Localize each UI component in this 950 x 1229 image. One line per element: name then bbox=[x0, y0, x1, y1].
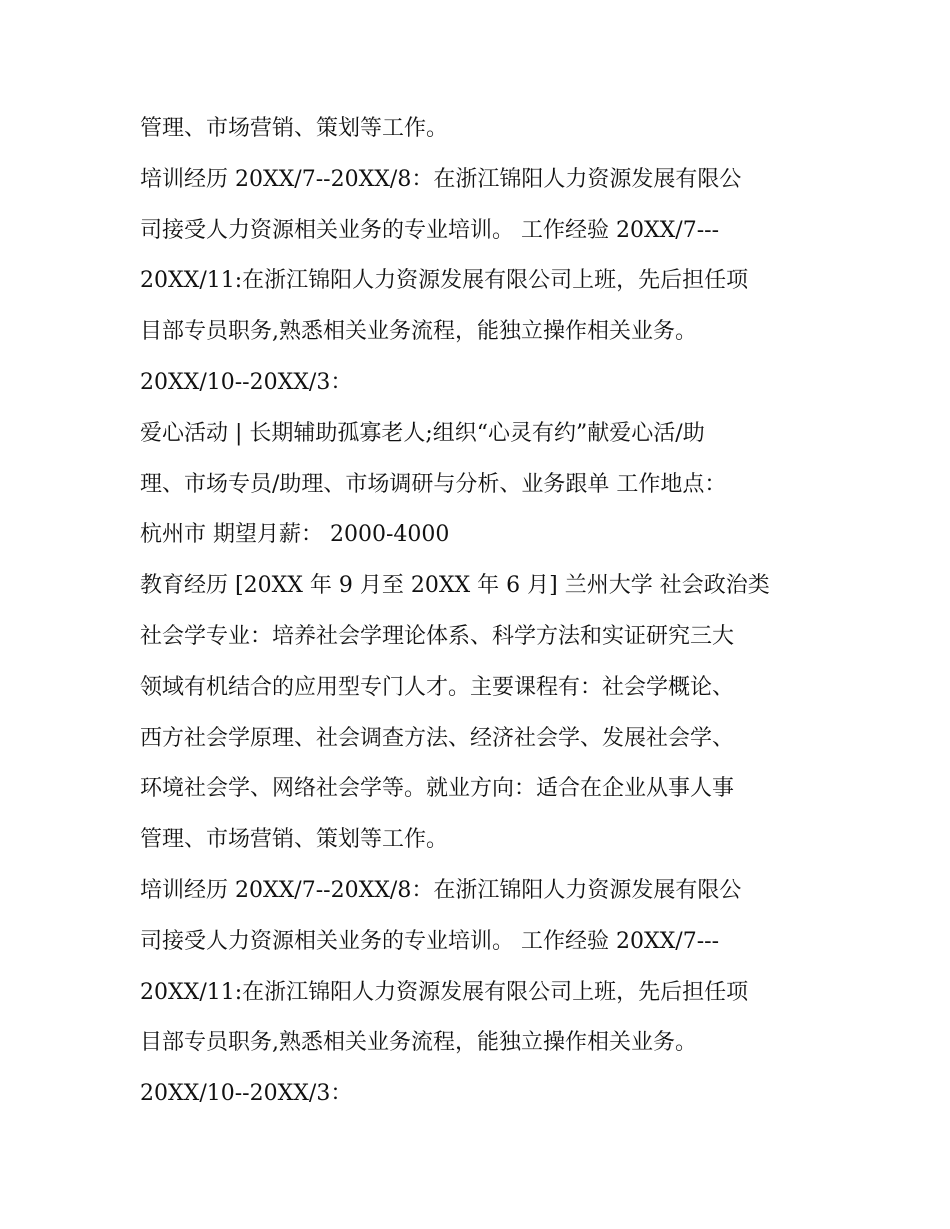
text-line: 司接受人力资源相关业务的专业培训。 工作经验 20XX/7--- bbox=[140, 217, 720, 243]
document-text-block bbox=[140, 104, 830, 1120]
text-line: 20XX/11:在浙江锦阳人力资源发展有限公司上班，先后担任项 bbox=[140, 268, 749, 294]
text-line: 20XX/10--20XX/3： bbox=[140, 369, 353, 395]
text-line: 社会学专业：培养社会学理论体系、科学方法和实证研究三大 bbox=[140, 623, 735, 649]
text-line: 爱心活动 | 长期辅助孤寡老人;组织“心灵有约”献爱心活/助 bbox=[140, 420, 705, 446]
text-line: 目部专员职务,熟悉相关业务流程，能独立操作相关业务。 bbox=[140, 1030, 697, 1056]
text-line: 杭州市 期望月薪： 2000-4000 bbox=[140, 522, 450, 548]
text-line: 教育经历 [20XX 年 9 月至 20XX 年 6 月] 兰州大学 社会政治类 bbox=[140, 573, 770, 599]
text-line: 管理、市场营销、策划等工作。 bbox=[140, 827, 449, 853]
text-line: 司接受人力资源相关业务的专业培训。 工作经验 20XX/7--- bbox=[140, 928, 720, 954]
text-line: 管理、市场营销、策划等工作。 bbox=[140, 116, 449, 141]
text-line: 目部专员职务,熟悉相关业务流程，能独立操作相关业务。 bbox=[140, 319, 697, 345]
text-line: 培训经历 20XX/7--20XX/8：在浙江锦阳人力资源发展有限公 bbox=[140, 166, 742, 192]
text-line: 领域有机结合的应用型专门人才。主要课程有：社会学概论、 bbox=[140, 674, 735, 700]
text-line: 20XX/11:在浙江锦阳人力资源发展有限公司上班，先后担任项 bbox=[140, 979, 749, 1005]
text-line: 环境社会学、网络社会学等。就业方向：适合在企业从事人事 bbox=[140, 776, 735, 802]
text-line: 西方社会学原理、社会调查方法、经济社会学、发展社会学、 bbox=[140, 725, 735, 751]
text-line: 培训经历 20XX/7--20XX/8：在浙江锦阳人力资源发展有限公 bbox=[140, 877, 742, 903]
text-line: 20XX/10--20XX/3： bbox=[140, 1081, 353, 1107]
text-line: 理、市场专员/助理、市场调研与分析、业务跟单 工作地点： bbox=[140, 471, 727, 497]
